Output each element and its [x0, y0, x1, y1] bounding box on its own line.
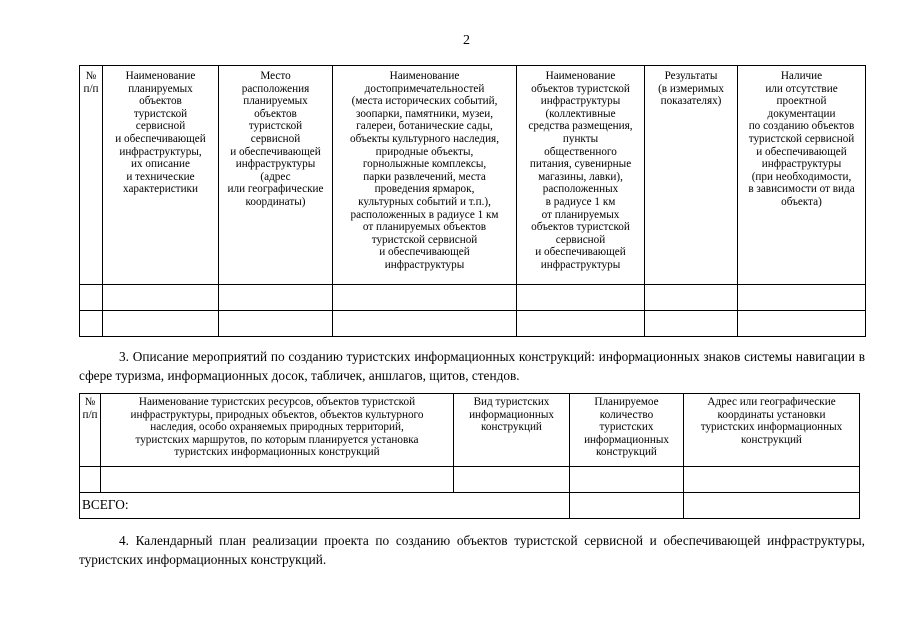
- section-4-text: 4. Календарный план реализации проекта по созданию объектов туристской сервисной и обеспечивающей инфраструктуры, туристских информационных конструкций.: [79, 533, 865, 567]
- column-header-resource-name: Наименование туристских ресурсов, объектов туристской инфраструктуры, природных объектов, объектов культурного наследия, особо охраняемых природных территорий, туристских маршрутов, по которым планируется установка туристских информационных конструкций: [101, 394, 454, 467]
- column-header-tourist-infrastructure: Наименование объектов туристской инфраструктуры (коллективные средства размещения, пункты общественного питания, сувенирные магазины, лавки), расположенных в радиусе 1 км от планируемых объектов туристской сервисной и обеспечивающей инфраструктуры: [517, 66, 645, 285]
- table-cell[interactable]: [103, 311, 219, 337]
- table-header-row: [80, 394, 860, 467]
- table-cell[interactable]: [738, 285, 866, 311]
- table-cell[interactable]: [333, 311, 517, 337]
- total-quantity-cell[interactable]: [570, 493, 684, 519]
- table-row: [80, 285, 866, 311]
- column-header-object-name: Наименование планируемых объектов туристской сервисной и обеспечивающей инфраструктуры, их описание и технические характеристики: [103, 66, 219, 285]
- table-cell[interactable]: [80, 311, 103, 337]
- table-row: [80, 311, 866, 337]
- table-cell[interactable]: [333, 285, 517, 311]
- table-row: [80, 467, 860, 493]
- information-constructions-table: [79, 393, 860, 519]
- column-header-construction-type: Вид туристских информационных конструкций: [454, 394, 570, 467]
- table-cell[interactable]: [645, 285, 738, 311]
- table-cell[interactable]: [645, 311, 738, 337]
- total-label: ВСЕГО:: [80, 493, 570, 519]
- column-header-project-documentation: Наличие или отсутствие проектной документации по созданию объектов туристской сервисной и обеспечивающей инфраструктуры (при необходимости, в зависимости от вида объекта): [738, 66, 866, 285]
- table-cell[interactable]: [101, 467, 454, 493]
- table-cell[interactable]: [570, 467, 684, 493]
- column-header-attractions: Наименование достопримечательностей (места исторических событий, зоопарки, памятники, музеи, галереи, ботанические сады, объекты культурного наследия, природные объекты, горнолыжные комплексы, парки развлечений, места проведения ярмарок, культурных событий и т.п.), расположенных в радиусе 1 км от планируемых объектов туристской сервисной и обеспечивающей инфраструктуры: [333, 66, 517, 285]
- section-3-text: 3. Описание мероприятий по созданию туристских информационных конструкций: информационных знаков системы навигации в сфере туризма, информационных досок, табличек, аншлагов, щитов, стендов.: [79, 349, 865, 383]
- column-header-installation-address: Адрес или географические координаты установки туристских информационных конструкций: [684, 394, 860, 467]
- column-header-location: Место расположения планируемых объектов туристской сервисной и обеспечивающей инфраструктуры (адрес или географические координаты): [219, 66, 333, 285]
- table-cell[interactable]: [517, 285, 645, 311]
- page-number: 2: [463, 33, 470, 48]
- column-header-number: № п/п: [80, 66, 103, 285]
- table-cell[interactable]: [80, 285, 103, 311]
- table-cell[interactable]: [454, 467, 570, 493]
- table-cell[interactable]: [80, 467, 101, 493]
- column-header-number: № п/п: [80, 394, 101, 467]
- planned-infrastructure-table: [79, 65, 866, 337]
- table-cell[interactable]: [517, 311, 645, 337]
- table-cell[interactable]: [738, 311, 866, 337]
- column-header-planned-quantity: Планируемое количество туристских информационных конструкций: [570, 394, 684, 467]
- table-cell[interactable]: [103, 285, 219, 311]
- table-cell[interactable]: [684, 467, 860, 493]
- table-cell[interactable]: [684, 493, 860, 519]
- column-header-results: Результаты (в измеримых показателях): [645, 66, 738, 285]
- total-row: [80, 493, 860, 519]
- table-cell[interactable]: [219, 311, 333, 337]
- table-cell[interactable]: [219, 285, 333, 311]
- table-header-row: [80, 66, 866, 285]
